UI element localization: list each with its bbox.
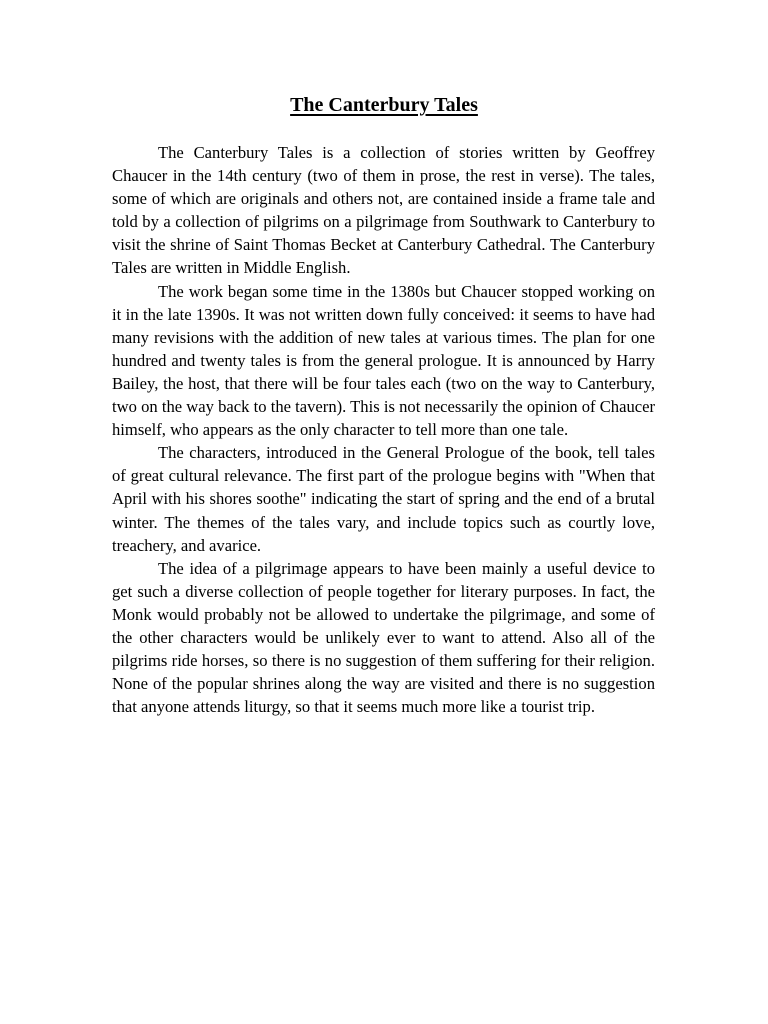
document-title [0,92,768,118]
paragraph-pilgrimage: The idea of a pilgrimage appears to have been mainly a useful device to get such a diverse collection of people together for literary purposes. In fact, the Monk would probably not be allowed to undertake the pilgrimage, and some of the other characters would be unlikely ever to want to attend. Also all of the pilgrims ride horses, so there is no suggestion of them suffering for their religion. None of the popular shrines along the way are visited and there is no suggestion that anyone attends liturgy, so that it seems much more like a tourist trip. [112,558,655,717]
document-title-text: The Canterbury Tales [290,94,478,116]
paragraph-intro: The Canterbury Tales is a collection of stories written by Geoffrey Chaucer in the 14th century (two of them in prose, the rest in verse). The tales, some of which are originals and others not, are contained inside a frame tale and told by a collection of pilgrims on a pilgrimage from Southwark to Canterbury to visit the shrine of Saint Thomas Becket at Canterbury Cathedral. The Canterbury Tales are written in Middle English. [112,143,655,278]
paragraph-composition: The work began some time in the 1380s but Chaucer stopped working on it in the late 1390s. It was not written down fully conceived: it seems to have had many revisions with the addition of new tales at various times. The plan for one hundred and twenty tales is from the general prologue. It is announced by Harry Bailey, the host, that there will be four tales each (two on the way to Canterbury, two on the way back to the tavern). This is not necessarily the opinion of Chaucer himself, who appears as the only character to tell more than one tale. [112,281,655,440]
paragraph-characters: The characters, introduced in the General Prologue of the book, tell tales of great cultural relevance. The first part of the prologue begins with "When that April with his shores soothe" indicating the start of spring and the end of a brutal winter. The themes of the tales vary, and include topics such as courtly love, treachery, and avarice. [112,443,655,555]
document-body [112,141,655,718]
